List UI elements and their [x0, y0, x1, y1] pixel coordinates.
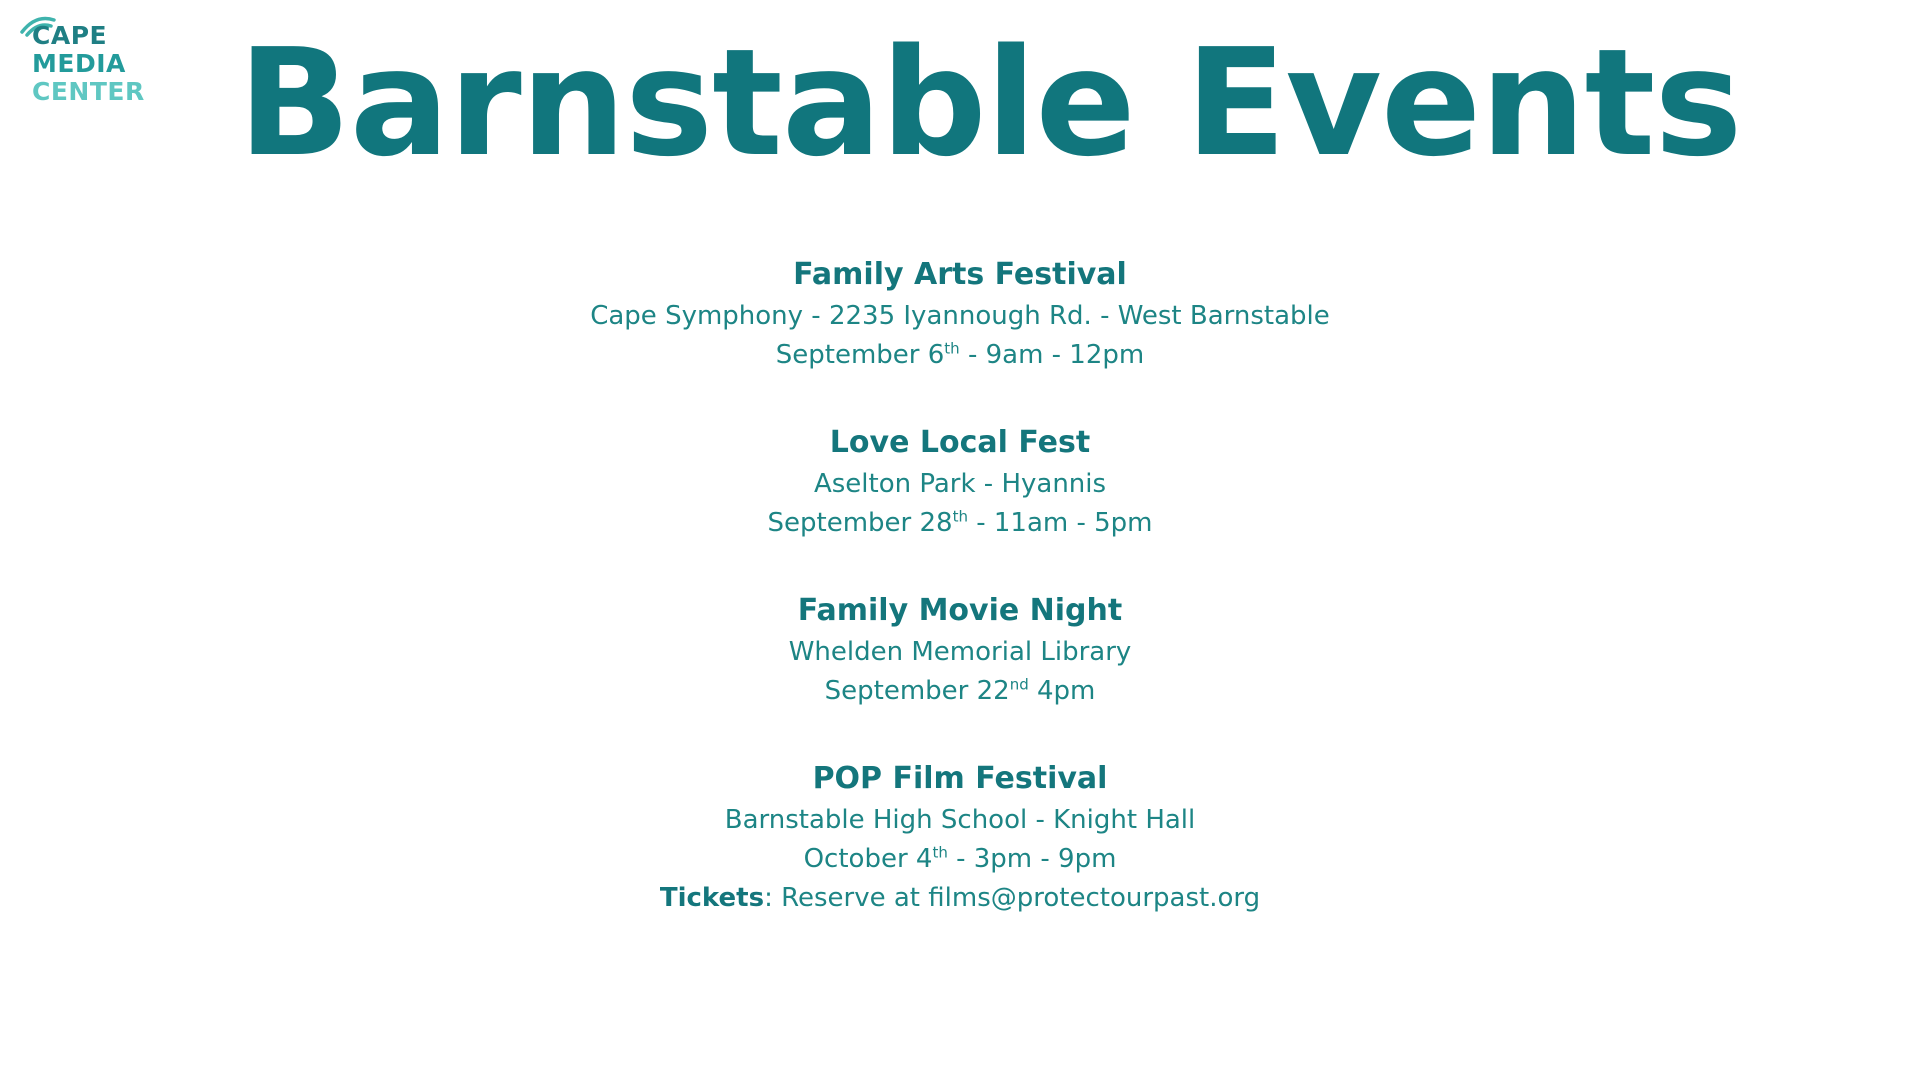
event-item	[0, 253, 1920, 375]
event-location: Aselton Park - Hyannis	[813, 469, 1107, 499]
event-title: Family Arts Festival	[793, 257, 1127, 292]
event-date-time: - 11am - 5pm	[967, 508, 1153, 538]
event-date-time: - 3pm - 9pm	[947, 844, 1117, 874]
event-date	[0, 840, 1920, 879]
tickets-text: : Reserve at films@protectourpast.org	[764, 883, 1261, 913]
event-date-ordinal: th	[932, 843, 948, 862]
event-item	[0, 757, 1920, 918]
tickets-label: Tickets	[659, 883, 765, 913]
events-list	[0, 253, 1920, 964]
event-title: Love Local Fest	[829, 425, 1091, 460]
event-date-main: September 28	[767, 508, 953, 538]
event-item	[0, 421, 1920, 543]
event-tickets	[0, 879, 1920, 918]
logo-line-cape: CAPE	[32, 21, 108, 50]
logo-line-media: MEDIA	[32, 49, 126, 78]
event-date-main: September 6	[775, 340, 945, 370]
event-location: Cape Symphony - 2235 Iyannough Rd. - West Barnstable	[590, 301, 1330, 331]
event-item	[0, 589, 1920, 711]
event-date-time: - 9am - 12pm	[959, 340, 1145, 370]
event-date	[0, 672, 1920, 711]
logo-wordmark	[32, 22, 145, 106]
event-title: POP Film Festival	[812, 761, 1108, 796]
logo-line-center: CENTER	[32, 77, 145, 106]
event-date-ordinal: th	[952, 507, 968, 526]
event-title: Family Movie Night	[797, 593, 1123, 628]
event-date-ordinal: nd	[1009, 675, 1029, 694]
event-date-ordinal: th	[944, 339, 960, 358]
event-date-main: October 4	[803, 844, 933, 874]
event-date-time: 4pm	[1028, 676, 1096, 706]
event-location: Whelden Memorial Library	[788, 637, 1132, 667]
event-date	[0, 336, 1920, 375]
event-date-main: September 22	[824, 676, 1010, 706]
cape-media-center-logo	[18, 10, 158, 110]
event-date	[0, 504, 1920, 543]
event-location: Barnstable High School - Knight Hall	[724, 805, 1196, 835]
page-title: Barnstable Events	[238, 17, 1742, 189]
